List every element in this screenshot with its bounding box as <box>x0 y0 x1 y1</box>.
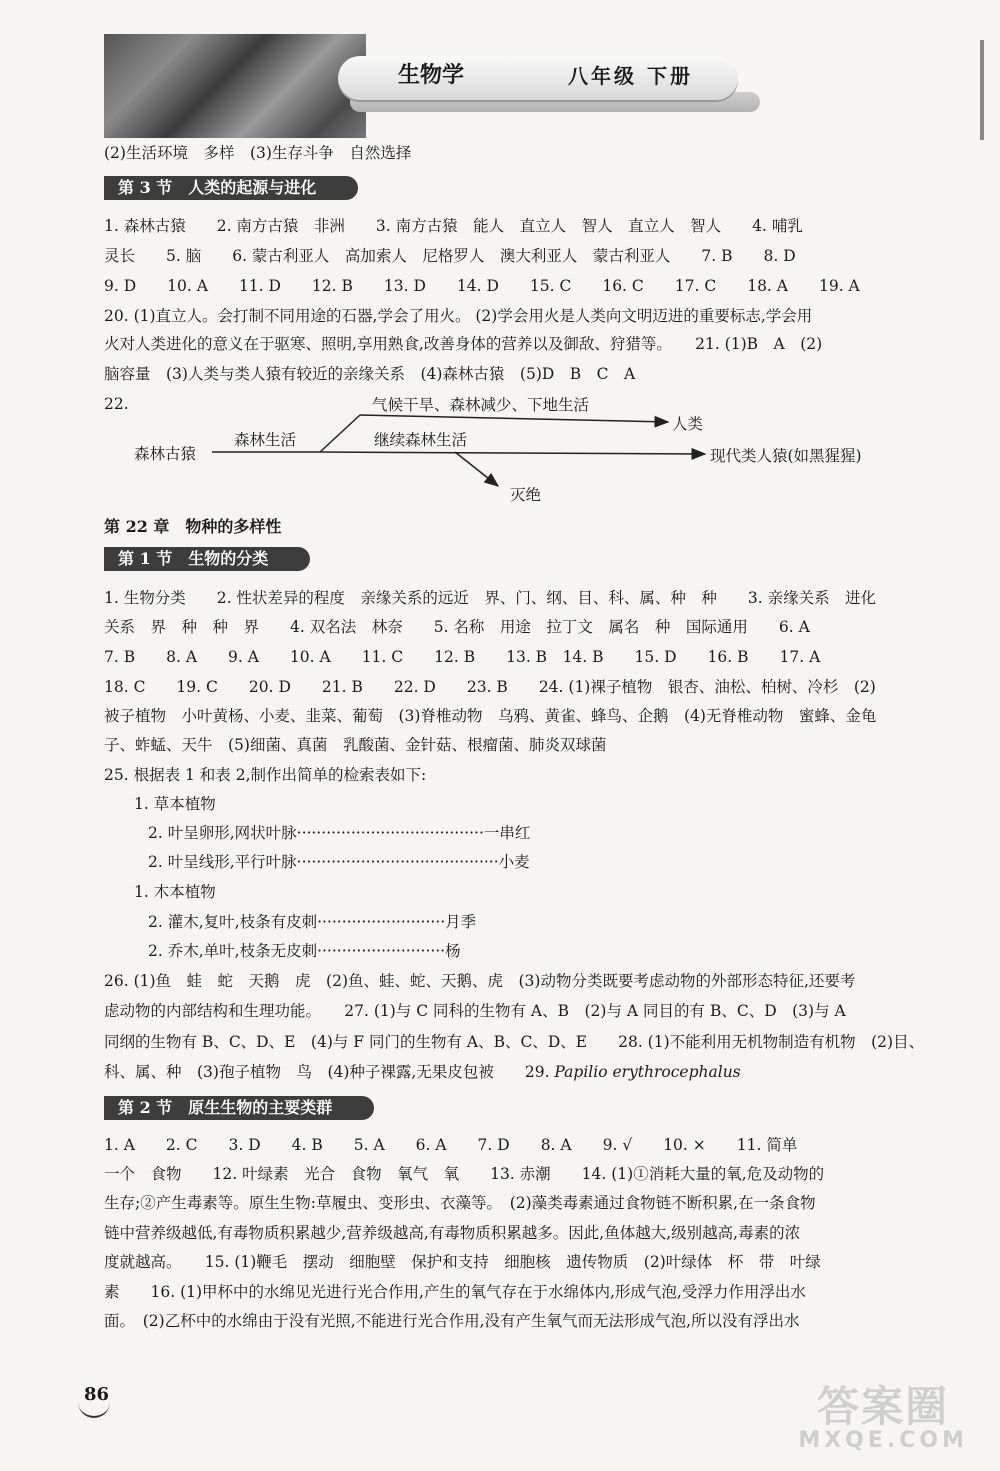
text-line: 脑容量 (3)人类与类人猿有较近的亲缘关系 (4)森林古猿 (5)D B C A <box>104 365 636 383</box>
tree-fork-up <box>320 415 360 452</box>
section-title-1: 第 1 节 生物的分类 <box>104 547 310 571</box>
text-line: 一个 食物 12. 叶绿素 光合 食物 氧气 氧 13. 赤潮 14. (1)①消耗大量的氧,危及动物的 <box>104 1165 825 1183</box>
text-line: 20. (1)直立人。会打制不同用途的石器,学会了用火。 (2)学会用火是人类向文明迈进的重要标志,学会用 <box>104 307 813 325</box>
text-line: 同纲的生物有 B、C、D、E (4)与 F 同门的生物有 A、B、C、D、E 28. (1)不能利用无机物制造有机物 (2)目、 <box>104 1033 925 1051</box>
tree-branch-label: 森林生活 <box>234 431 297 449</box>
watermark-main: 答案圈 <box>817 1382 950 1431</box>
tree-root-label: 森林古猿 <box>134 445 197 463</box>
tree-human-label: 人类 <box>672 415 704 433</box>
text-line: 面。 (2)乙杯中的水绵由于没有光照,不能进行光合作用,没有产生氧气而无法形成气泡,所以没有浮出水 <box>104 1312 800 1330</box>
text-line: 9. D 10. A 11. D 12. B 13. D 14. D 15. C 16. C 17. C 18. A 19. A <box>104 277 860 295</box>
text-line: 22. <box>104 395 129 413</box>
key-line: 2. 乔木,单叶,枝条无皮刺··························杨 <box>148 942 461 960</box>
text-line: 链中营养级越低,有毒物质积累越少,营养级越高,有毒物质积累越多。因此,鱼体越大,级别越高,毒素的浓 <box>104 1224 801 1242</box>
text-line: 26. (1)鱼 蛙 蛇 天鹅 虎 (2)鱼、蛙、蛇、天鹅、虎 (3)动物分类既要考虑动物的外部形态特征,还要考 <box>104 972 856 990</box>
header-grade: 八年级 下册 <box>568 64 693 88</box>
text-line: 25. 根据表 1 和表 2,制作出简单的检索表如下: <box>104 766 427 784</box>
section-title-3: 第 3 节 人类的起源与进化 <box>104 176 358 200</box>
text-line: 虑动物的内部结构和生理功能。 27. (1)与 C 同科的生物有 A、B (2)与 A 同目的有 B、C、D (3)与 A <box>104 1002 846 1020</box>
tree-extinct-label: 灭绝 <box>510 486 542 504</box>
text-line: 素 16. (1)甲杯中的水绵见光进行光合作用,产生的氧气存在于水绵体内,形成气泡,受浮力作用浮出水 <box>104 1283 806 1301</box>
key-line: 1. 木本植物 <box>134 883 216 901</box>
text-line: 被子植物 小叶黄杨、小麦、韭菜、葡萄 (3)脊椎动物 乌鸦、黄雀、蜂鸟、企鹅 (4)无脊椎动物 蜜蜂、金龟 <box>104 707 877 725</box>
text-line: 18. C 19. C 20. D 21. B 22. D 23. B 24. (1)裸子植物 银杏、油松、柏树、冷杉 (2) <box>104 678 876 696</box>
tree-upper-label: 气候干旱、森林减少、下地生活 <box>372 396 590 414</box>
text-line: 1. A 2. C 3. D 4. B 5. A 6. A 7. D 8. A 9. √ 10. × 11. 简单 <box>104 1136 798 1154</box>
text-line: 生存;②产生毒素等。原生生物:草履虫、变形虫、衣藻等。 (2)藻类毒素通过食物链不断积累,在一条食物 <box>104 1194 816 1212</box>
key-line: 2. 叶呈卵形,网状叶脉······································一串红 <box>148 824 531 842</box>
header-subject: 生物学 <box>398 62 465 88</box>
text-line-part: 科、属、种 (3)孢子植物 鸟 (4)种子裸露,无果皮包被 29. <box>104 1063 555 1081</box>
text-line: 子、蚱蜢、天牛 (5)细菌、真菌 乳酸菌、金针菇、根瘤菌、肺炎双球菌 <box>104 736 607 754</box>
key-line: 1. 草本植物 <box>134 795 216 813</box>
arrow-to-extinct <box>455 452 498 486</box>
latin-name: Papilio erythrocephalus <box>554 1063 741 1081</box>
text-line: 关系 界 种 种 界 4. 双名法 林奈 5. 名称 用途 拉丁文 属名 种 国际通用 6. A <box>104 618 810 636</box>
text-line: (2)生活环境 多样 (3)生存斗争 自然选择 <box>104 144 412 162</box>
key-line: 2. 灌木,复叶,枝条有皮刺··························月季 <box>148 913 477 931</box>
arrow-to-ape <box>320 452 705 454</box>
text-line <box>104 1061 741 1083</box>
tree-ape-label: 现代类人猿(如黑猩猩) <box>710 447 862 465</box>
text-line: 灵长 5. 脑 6. 蒙古利亚人 高加索人 尼格罗人 澳大利亚人 蒙古利亚人 7. B 8. D <box>104 247 796 265</box>
text-line: 7. B 8. A 9. A 10. A 11. C 12. B 13. B 14. B 15. D 16. B 17. A <box>104 648 821 666</box>
text-line: 1. 生物分类 2. 性状差异的程度 亲缘关系的远近 界、门、纲、目、科、属、种 种 3. 亲缘关系 进化 <box>104 589 877 607</box>
watermark-sub: MXQE.COM <box>798 1428 968 1453</box>
text-line: 度就越高。 15. (1)鞭毛 摆动 细胞壁 保护和支持 细胞核 遗传物质 (2)叶绿体 杯 带 叶绿 <box>104 1253 821 1271</box>
arrow-to-human <box>360 415 668 422</box>
tree-continue-label: 继续森林生活 <box>374 431 468 449</box>
text-line: 火对人类进化的意义在于驱寒、照明,享用熟食,改善身体的营养以及御敌、狩猎等。 21. (1)B A (2) <box>104 335 823 353</box>
text-line: 1. 森林古猿 2. 南方古猿 非洲 3. 南方古猿 能人 直立人 智人 直立人 智人 4. 哺乳 <box>104 217 803 235</box>
page-number: 86 <box>84 1384 110 1405</box>
chapter-title: 第 22 章 物种的多样性 <box>104 517 282 536</box>
watermark <box>798 1382 968 1453</box>
section-title-2: 第 2 节 原生生物的主要类群 <box>104 1096 374 1120</box>
key-line: 2. 叶呈线形,平行叶脉·········································小麦 <box>148 853 530 871</box>
